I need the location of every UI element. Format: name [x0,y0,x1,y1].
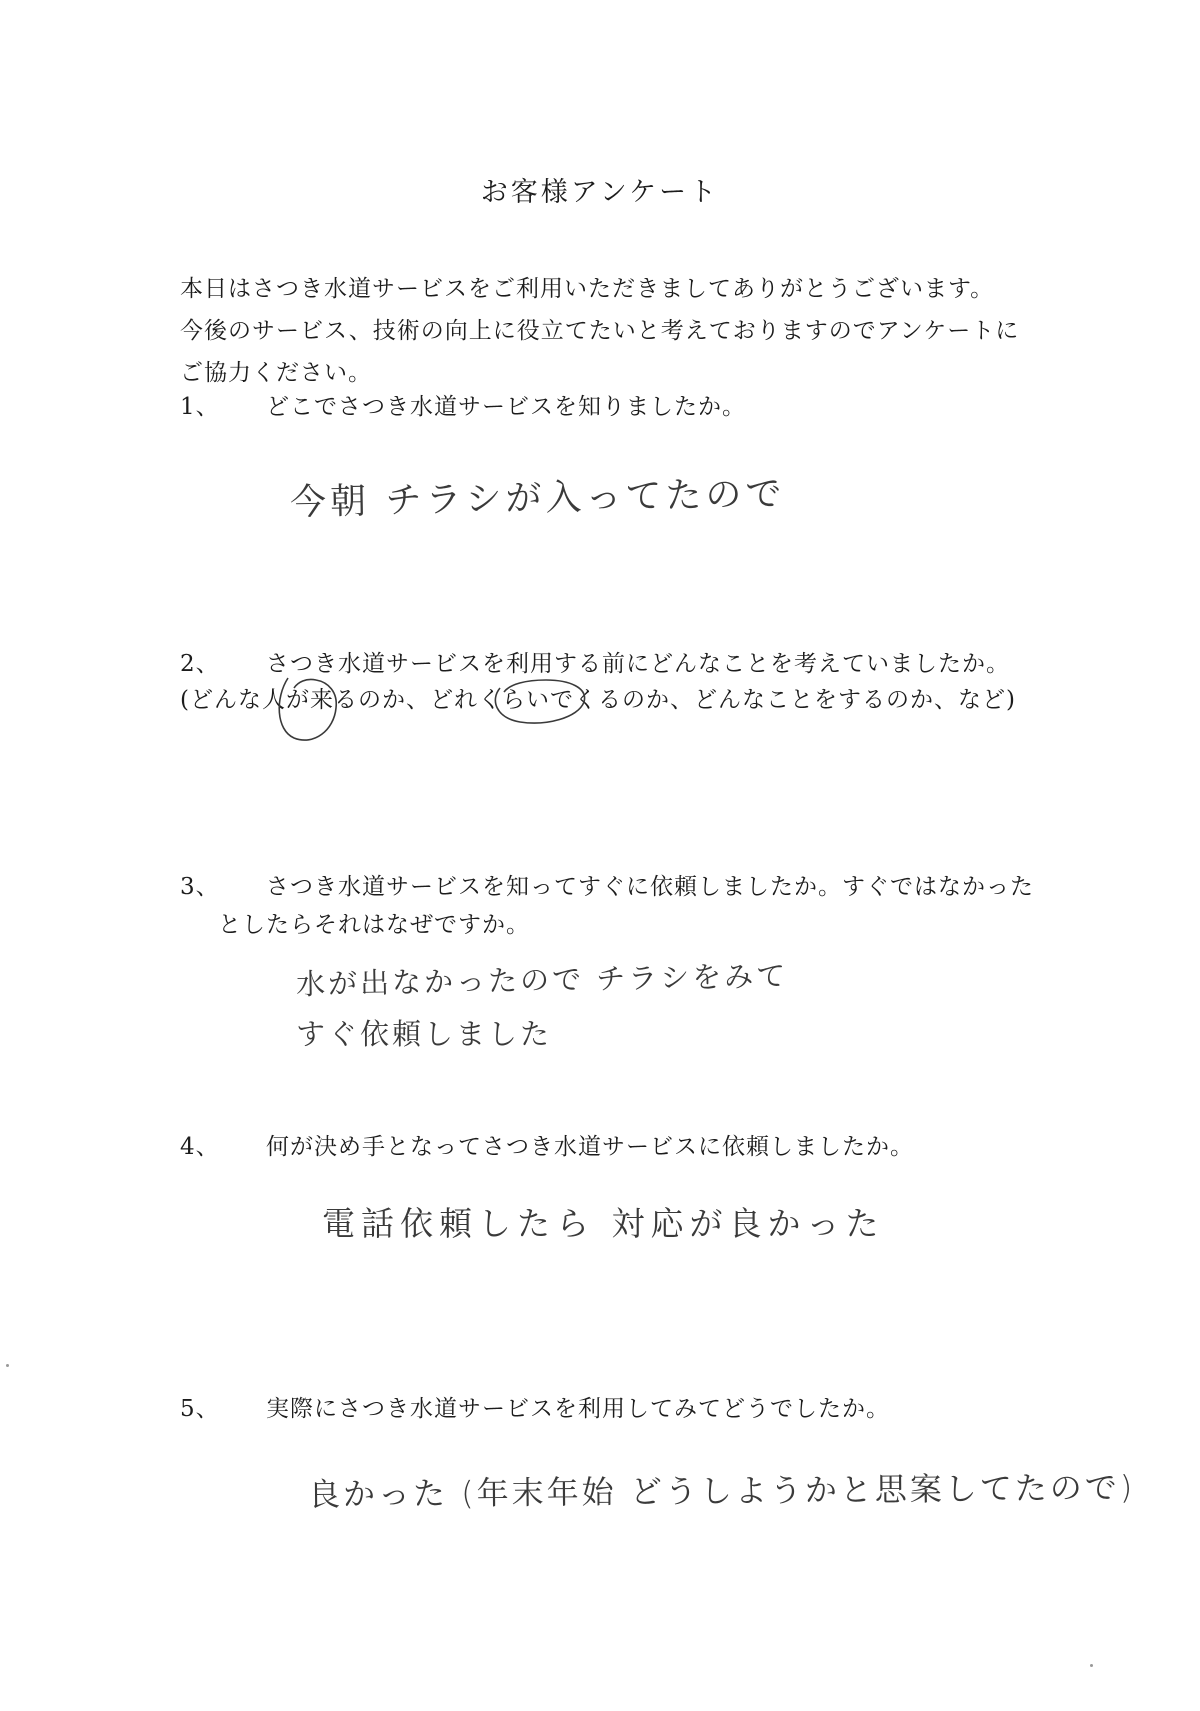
scan-speck [6,1364,9,1367]
question-text-continued: (どんな人が来るのか、どれくらいでくるのか、どんなことをするのか、など) [180,687,1016,713]
question-text: どこでさつき水道サービスを知りましたか。 [266,394,746,420]
intro-line: 今後のサービス、技術の向上に役立てたいと考えておりますのでアンケートに [180,318,1020,344]
question-number: 1、 [180,394,220,420]
handwritten-answer-1: 今朝 チラシが入ってたので [289,473,786,524]
question-text: 何が決め手となってさつき水道サービスに依頼しましたか。 [266,1134,914,1160]
scan-speck [1090,1664,1093,1667]
intro-line: ご協力ください。 [180,360,372,386]
question-text: 実際にさつき水道サービスを利用してみてどうでしたか。 [266,1396,890,1422]
intro-paragraph [180,268,1080,394]
handwritten-answer-3-line-1: 水が出なかったので チラシをみて [295,958,789,1002]
handwritten-answer-4: 電話依頼したら 対応が良かった [322,1204,885,1243]
page-title: お客様アンケート [480,177,720,208]
hand-drawn-circle-mark [270,668,360,748]
handwritten-answer-3-line-2: すぐ依頼しました [296,1017,553,1051]
question-text: さつき水道サービスを利用する前にどんなことを考えていましたか。 [266,651,1010,677]
question-text: さつき水道サービスを知ってすぐに依頼しましたか。すぐではなかった [266,874,1034,900]
question-number: 5、 [180,1396,220,1422]
question-number: 3、 [180,874,220,900]
handwritten-answer-5: 良かった (年末年始 どうしようかと思案してたので) [307,1468,1136,1514]
intro-line: 本日はさつき水道サービスをご利用いただきましてありがとうございます。 [180,276,995,302]
hand-drawn-circle-mark [486,672,596,732]
question-text-continued: としたらそれはなぜですか。 [218,912,530,938]
question-number: 4、 [180,1134,220,1160]
question-number: 2、 [180,651,220,677]
